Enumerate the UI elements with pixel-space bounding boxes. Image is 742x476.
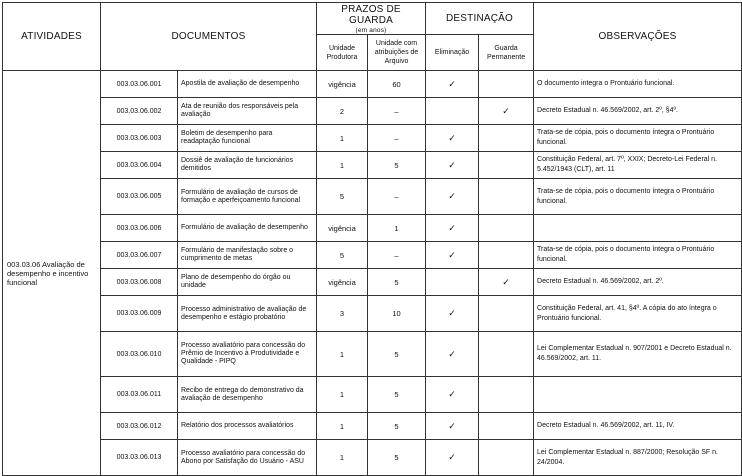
- unidade-produtora-cell: 5: [317, 242, 368, 269]
- guarda-permanente-cell: [479, 125, 534, 152]
- observacoes-cell: Trata-se de cópia, pois o documento íntegra o Prontuário funcional.: [534, 242, 742, 269]
- unidade-produtora-cell: vigência: [317, 71, 368, 98]
- eliminacao-cell: [426, 269, 479, 296]
- eliminacao-cell: ✓: [426, 377, 479, 413]
- header-prazos-sub: (em anos): [355, 26, 387, 34]
- header-unidade-produtora: Unidade Produtora: [317, 35, 368, 71]
- unidade-produtora-cell: 2: [317, 98, 368, 125]
- code-cell: 003.03.06.002: [101, 98, 178, 125]
- code-cell: 003.03.06.013: [101, 440, 178, 476]
- eliminacao-cell: ✓: [426, 413, 479, 440]
- table-row: [3, 98, 742, 125]
- code-cell: 003.03.06.012: [101, 413, 178, 440]
- eliminacao-cell: ✓: [426, 125, 479, 152]
- header-prazos-title: PRAZOS DE GUARDA: [341, 3, 401, 26]
- table-row: [3, 71, 742, 98]
- table-row: [3, 440, 742, 476]
- guarda-permanente-cell: ✓: [479, 98, 534, 125]
- unidade-produtora-cell: 1: [317, 332, 368, 377]
- observacoes-cell: Decreto Estadual n. 46.569/2002, art. 11, IV.: [534, 413, 742, 440]
- document-cell: Recibo de entrega do demonstrativo da avaliação de desempenho: [178, 377, 317, 413]
- table-row: [3, 296, 742, 332]
- header-documentos: DOCUMENTOS: [101, 3, 317, 71]
- unidade-arquivo-cell: –: [368, 242, 426, 269]
- table-body: [3, 71, 742, 476]
- unidade-produtora-cell: 1: [317, 413, 368, 440]
- document-cell: Processo avaliatório para concessão do Prêmio de Incentivo à Produtividade e Qualidade - PIPQ: [178, 332, 317, 377]
- unidade-produtora-cell: vigência: [317, 269, 368, 296]
- observacoes-cell: O documento integra o Prontuário funcional.: [534, 71, 742, 98]
- code-cell: 003.03.06.003: [101, 125, 178, 152]
- header-destinacao: DESTINAÇÃO: [426, 3, 534, 35]
- document-cell: Ata de reunião dos responsáveis pela avaliação: [178, 98, 317, 125]
- code-cell: 003.03.06.005: [101, 179, 178, 215]
- observacoes-cell: [534, 215, 742, 242]
- observacoes-cell: Trata-se de cópia, pois o documento íntegra o Prontuário funcional.: [534, 179, 742, 215]
- guarda-permanente-cell: [479, 413, 534, 440]
- unidade-arquivo-cell: 5: [368, 152, 426, 179]
- document-cell: Processo avaliatório para concessão do Abono por Satisfação do Usuário - ASU: [178, 440, 317, 476]
- header-atividades: ATIVIDADES: [3, 3, 101, 71]
- table-row: [3, 242, 742, 269]
- document-cell: Formulário de manifestação sobre o cumprimento de metas: [178, 242, 317, 269]
- code-cell: 003.03.06.006: [101, 215, 178, 242]
- observacoes-cell: Decreto Estadual n. 46.569/2002, art. 2º, §4º.: [534, 98, 742, 125]
- unidade-arquivo-cell: 5: [368, 377, 426, 413]
- code-cell: 003.03.06.007: [101, 242, 178, 269]
- guarda-permanente-cell: [479, 215, 534, 242]
- unidade-produtora-cell: 1: [317, 377, 368, 413]
- unidade-arquivo-cell: 10: [368, 296, 426, 332]
- unidade-arquivo-cell: 5: [368, 440, 426, 476]
- guarda-permanente-cell: [479, 332, 534, 377]
- unidade-arquivo-cell: –: [368, 179, 426, 215]
- observacoes-cell: Trata-se de cópia, pois o documento íntegra o Prontuário funcional.: [534, 125, 742, 152]
- unidade-arquivo-cell: –: [368, 98, 426, 125]
- observacoes-cell: [534, 377, 742, 413]
- unidade-arquivo-cell: –: [368, 125, 426, 152]
- unidade-produtora-cell: 1: [317, 152, 368, 179]
- observacoes-cell: Constituição Federal, art. 41, §4º. A cópia do ato íntegra o Prontuário funcional.: [534, 296, 742, 332]
- eliminacao-cell: ✓: [426, 440, 479, 476]
- document-cell: Boletim de desempenho para readaptação funcional: [178, 125, 317, 152]
- unidade-arquivo-cell: 60: [368, 71, 426, 98]
- guarda-permanente-cell: [479, 71, 534, 98]
- header-unidade-arquivo: Unidade com atribuições de Arquivo: [368, 35, 426, 71]
- observacoes-cell: Constituição Federal, art. 7º, XXIX; Decreto-Lei Federal n. 5.452/1943 (CLT), art. 11: [534, 152, 742, 179]
- observacoes-cell: Decreto Estadual n. 46.569/2002, art. 2º.: [534, 269, 742, 296]
- eliminacao-cell: ✓: [426, 215, 479, 242]
- table-row: [3, 413, 742, 440]
- table-row: [3, 215, 742, 242]
- document-cell: Processo administrativo de avaliação de desempenho e estágio probatório: [178, 296, 317, 332]
- observacoes-cell: Lei Complementar Estadual n. 887/2000; Resolução SF n. 24/2004.: [534, 440, 742, 476]
- unidade-produtora-cell: 1: [317, 125, 368, 152]
- document-cell: Relatório dos processos avaliatórios: [178, 413, 317, 440]
- eliminacao-cell: [426, 98, 479, 125]
- unidade-arquivo-cell: 5: [368, 269, 426, 296]
- activity-cell: 003.03.06 Avaliação de desempenho e incentivo funcional: [3, 71, 101, 476]
- document-cell: Dossiê de avaliação de funcionários demitidos: [178, 152, 317, 179]
- code-cell: 003.03.06.001: [101, 71, 178, 98]
- table-row: [3, 332, 742, 377]
- document-cell: Plano de desempenho do órgão ou unidade: [178, 269, 317, 296]
- unidade-produtora-cell: 1: [317, 440, 368, 476]
- document-cell: Formulário de avaliação de desempenho: [178, 215, 317, 242]
- eliminacao-cell: ✓: [426, 152, 479, 179]
- guarda-permanente-cell: [479, 242, 534, 269]
- code-cell: 003.03.06.009: [101, 296, 178, 332]
- code-cell: 003.03.06.011: [101, 377, 178, 413]
- table-row: [3, 179, 742, 215]
- document-cell: Formulário de avaliação de cursos de formação e aperfeiçoamento funcional: [178, 179, 317, 215]
- code-cell: 003.03.06.010: [101, 332, 178, 377]
- guarda-permanente-cell: [479, 296, 534, 332]
- table-row: [3, 152, 742, 179]
- guarda-permanente-cell: [479, 377, 534, 413]
- eliminacao-cell: ✓: [426, 179, 479, 215]
- unidade-arquivo-cell: 5: [368, 332, 426, 377]
- table-row: [3, 269, 742, 296]
- eliminacao-cell: ✓: [426, 242, 479, 269]
- document-cell: Apostila de avaliação de desempenho: [178, 71, 317, 98]
- code-cell: 003.03.06.004: [101, 152, 178, 179]
- code-cell: 003.03.06.008: [101, 269, 178, 296]
- header-observacoes: OBSERVAÇÕES: [534, 3, 742, 71]
- guarda-permanente-cell: [479, 440, 534, 476]
- records-table: [2, 2, 742, 476]
- guarda-permanente-cell: [479, 179, 534, 215]
- header-prazos: [317, 3, 426, 35]
- unidade-arquivo-cell: 1: [368, 215, 426, 242]
- eliminacao-cell: ✓: [426, 296, 479, 332]
- eliminacao-cell: ✓: [426, 71, 479, 98]
- header-guarda-permanente: Guarda Permanente: [479, 35, 534, 71]
- unidade-produtora-cell: 3: [317, 296, 368, 332]
- unidade-produtora-cell: vigência: [317, 215, 368, 242]
- unidade-produtora-cell: 5: [317, 179, 368, 215]
- guarda-permanente-cell: ✓: [479, 269, 534, 296]
- header-eliminacao: Eliminação: [426, 35, 479, 71]
- guarda-permanente-cell: [479, 152, 534, 179]
- table-row: [3, 125, 742, 152]
- table-row: [3, 377, 742, 413]
- unidade-arquivo-cell: 5: [368, 413, 426, 440]
- observacoes-cell: Lei Complementar Estadual n. 907/2001 e Decreto Estadual n. 46.569/2002, art. 11.: [534, 332, 742, 377]
- eliminacao-cell: ✓: [426, 332, 479, 377]
